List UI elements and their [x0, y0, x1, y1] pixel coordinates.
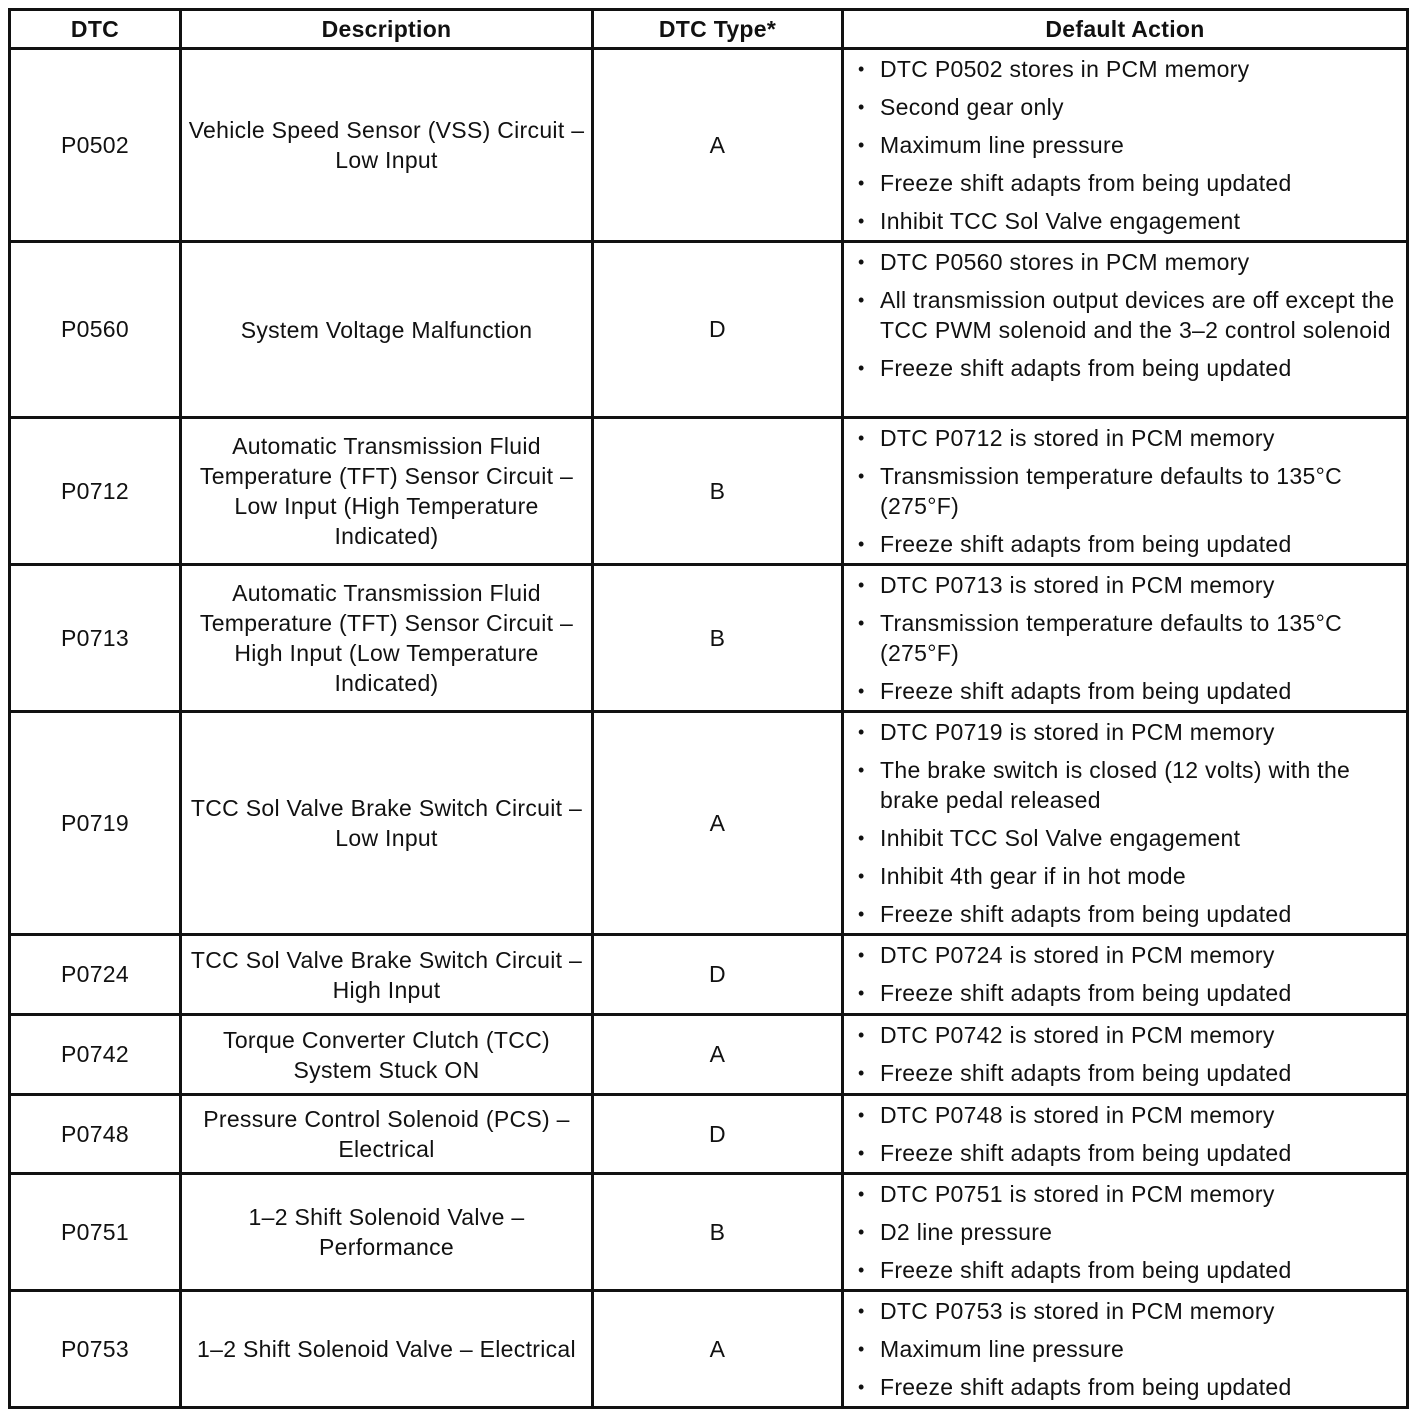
bullet-icon: •	[858, 358, 865, 378]
list-item	[858, 755, 1396, 815]
list-item	[858, 1296, 1396, 1326]
bullet-icon: •	[858, 173, 865, 193]
table-row	[10, 935, 1408, 1015]
action-text: Freeze shift adapts from being updated	[880, 531, 1292, 557]
bullet-icon: •	[858, 760, 865, 780]
dtc-type: D	[593, 242, 843, 418]
list-item	[858, 529, 1396, 559]
dtc-description: Automatic Transmission Fluid Temperature (TFT) Sensor Circuit – High Input (Low Temperature Indicated)	[181, 565, 593, 712]
dtc-description: 1–2 Shift Solenoid Valve – Electrical	[181, 1291, 593, 1408]
list-item	[858, 54, 1396, 84]
action-text: DTC P0712 is stored in PCM memory	[880, 425, 1275, 451]
dtc-type: A	[593, 49, 843, 242]
list-item	[858, 130, 1396, 160]
dtc-description: System Voltage Malfunction	[181, 242, 593, 418]
bullet-icon: •	[858, 1063, 865, 1083]
action-list	[858, 940, 1396, 1008]
action-text: Freeze shift adapts from being updated	[880, 355, 1292, 381]
list-item	[858, 285, 1396, 345]
dtc-type: B	[593, 1174, 843, 1291]
default-actions	[843, 935, 1408, 1015]
dtc-code: P0724	[10, 935, 181, 1015]
list-item	[858, 92, 1396, 122]
action-text: Freeze shift adapts from being updated	[880, 1060, 1292, 1086]
action-text: Freeze shift adapts from being updated	[880, 1140, 1292, 1166]
action-text: Freeze shift adapts from being updated	[880, 678, 1292, 704]
dtc-description: Automatic Transmission Fluid Temperature (TFT) Sensor Circuit – Low Input (High Temperature Indicated)	[181, 418, 593, 565]
header-dtc: DTC	[10, 10, 181, 49]
dtc-description: TCC Sol Valve Brake Switch Circuit – High Input	[181, 935, 593, 1015]
dtc-type: D	[593, 935, 843, 1015]
bullet-icon: •	[858, 1143, 865, 1163]
dtc-description: Vehicle Speed Sensor (VSS) Circuit – Low Input	[181, 49, 593, 242]
bullet-icon: •	[858, 211, 865, 231]
action-text: DTC P0719 is stored in PCM memory	[880, 719, 1275, 745]
bullet-icon: •	[858, 945, 865, 965]
action-text: All transmission output devices are off except the TCC PWM solenoid and the 3–2 control solenoid	[880, 287, 1395, 343]
default-actions	[843, 712, 1408, 935]
action-list	[858, 1296, 1396, 1402]
list-item	[858, 570, 1396, 600]
bullet-icon: •	[858, 1105, 865, 1125]
dtc-table-container	[8, 8, 1406, 1409]
dtc-code: P0502	[10, 49, 181, 242]
bullet-icon: •	[858, 828, 865, 848]
list-item	[858, 940, 1396, 970]
default-actions	[843, 1015, 1408, 1095]
action-text: Inhibit TCC Sol Valve engagement	[880, 208, 1241, 234]
list-item	[858, 1100, 1396, 1130]
list-item	[858, 608, 1396, 668]
action-text: Transmission temperature defaults to 135°C (275°F)	[880, 610, 1342, 666]
action-text: Freeze shift adapts from being updated	[880, 170, 1292, 196]
bullet-icon: •	[858, 59, 865, 79]
action-text: Freeze shift adapts from being updated	[880, 1374, 1292, 1400]
list-item	[858, 1020, 1396, 1050]
table-row	[10, 1015, 1408, 1095]
action-list	[858, 717, 1396, 929]
action-list	[858, 1020, 1396, 1088]
bullet-icon: •	[858, 1025, 865, 1045]
bullet-icon: •	[858, 1301, 865, 1321]
default-actions	[843, 49, 1408, 242]
list-item	[858, 206, 1396, 236]
action-text: DTC P0502 stores in PCM memory	[880, 56, 1250, 82]
dtc-description: 1–2 Shift Solenoid Valve – Performance	[181, 1174, 593, 1291]
table-row	[10, 418, 1408, 565]
action-text: DTC P0751 is stored in PCM memory	[880, 1181, 1275, 1207]
table-row	[10, 242, 1408, 418]
list-item	[858, 168, 1396, 198]
default-actions	[843, 565, 1408, 712]
dtc-code: P0751	[10, 1174, 181, 1291]
action-list	[858, 54, 1396, 236]
list-item	[858, 1217, 1396, 1247]
dtc-code: P0742	[10, 1015, 181, 1095]
list-item	[858, 1334, 1396, 1364]
bullet-icon: •	[858, 681, 865, 701]
list-item	[858, 717, 1396, 747]
list-item	[858, 899, 1396, 929]
action-text: Freeze shift adapts from being updated	[880, 980, 1292, 1006]
bullet-icon: •	[858, 613, 865, 633]
dtc-code: P0712	[10, 418, 181, 565]
list-item	[858, 676, 1396, 706]
action-text: DTC P0742 is stored in PCM memory	[880, 1022, 1275, 1048]
action-text: DTC P0748 is stored in PCM memory	[880, 1102, 1275, 1128]
dtc-code: P0719	[10, 712, 181, 935]
bullet-icon: •	[858, 1339, 865, 1359]
table-row	[10, 712, 1408, 935]
action-list	[858, 1179, 1396, 1285]
bullet-icon: •	[858, 1260, 865, 1280]
table-row	[10, 1174, 1408, 1291]
dtc-code: P0753	[10, 1291, 181, 1408]
dtc-type: D	[593, 1095, 843, 1174]
action-text: D2 line pressure	[880, 1219, 1053, 1245]
dtc-type: A	[593, 712, 843, 935]
bullet-icon: •	[858, 722, 865, 742]
bullet-icon: •	[858, 135, 865, 155]
action-text: Maximum line pressure	[880, 132, 1125, 158]
action-text: Maximum line pressure	[880, 1336, 1125, 1362]
list-item	[858, 461, 1396, 521]
action-text: Inhibit TCC Sol Valve engagement	[880, 825, 1241, 851]
bullet-icon: •	[858, 534, 865, 554]
header-type: DTC Type*	[593, 10, 843, 49]
dtc-description: TCC Sol Valve Brake Switch Circuit – Low Input	[181, 712, 593, 935]
list-item	[858, 353, 1396, 383]
dtc-description: Pressure Control Solenoid (PCS) – Electrical	[181, 1095, 593, 1174]
list-item	[858, 1255, 1396, 1285]
action-list	[858, 1100, 1396, 1168]
bullet-icon: •	[858, 290, 865, 310]
action-list	[858, 247, 1396, 383]
dtc-description: Torque Converter Clutch (TCC) System Stuck ON	[181, 1015, 593, 1095]
bullet-icon: •	[858, 97, 865, 117]
bullet-icon: •	[858, 575, 865, 595]
list-item	[858, 247, 1396, 277]
default-actions	[843, 1291, 1408, 1408]
default-actions	[843, 1095, 1408, 1174]
bullet-icon: •	[858, 1377, 865, 1397]
bullet-icon: •	[858, 904, 865, 924]
list-item	[858, 823, 1396, 853]
action-text: Freeze shift adapts from being updated	[880, 1257, 1292, 1283]
list-item	[858, 978, 1396, 1008]
bullet-icon: •	[858, 1222, 865, 1242]
header-description: Description	[181, 10, 593, 49]
bullet-icon: •	[858, 428, 865, 448]
action-text: Transmission temperature defaults to 135°C (275°F)	[880, 463, 1342, 519]
action-text: DTC P0713 is stored in PCM memory	[880, 572, 1275, 598]
action-text: DTC P0753 is stored in PCM memory	[880, 1298, 1275, 1324]
dtc-type: B	[593, 418, 843, 565]
bullet-icon: •	[858, 252, 865, 272]
action-list	[858, 570, 1396, 706]
list-item	[858, 1058, 1396, 1088]
dtc-code: P0713	[10, 565, 181, 712]
default-actions	[843, 418, 1408, 565]
action-list	[858, 423, 1396, 559]
bullet-icon: •	[858, 866, 865, 886]
table-row	[10, 49, 1408, 242]
dtc-type: B	[593, 565, 843, 712]
action-text: Inhibit 4th gear if in hot mode	[880, 863, 1186, 889]
action-text: DTC P0724 is stored in PCM memory	[880, 942, 1275, 968]
bullet-icon: •	[858, 466, 865, 486]
dtc-type: A	[593, 1015, 843, 1095]
default-actions	[843, 242, 1408, 418]
header-action: Default Action	[843, 10, 1408, 49]
header-row	[10, 10, 1408, 49]
action-text: DTC P0560 stores in PCM memory	[880, 249, 1250, 275]
list-item	[858, 1372, 1396, 1402]
list-item	[858, 861, 1396, 891]
list-item	[858, 1179, 1396, 1209]
dtc-code: P0560	[10, 242, 181, 418]
table-row	[10, 565, 1408, 712]
action-text: Second gear only	[880, 94, 1064, 120]
action-text: Freeze shift adapts from being updated	[880, 901, 1292, 927]
table-row	[10, 1291, 1408, 1408]
bullet-icon: •	[858, 1184, 865, 1204]
dtc-table	[8, 8, 1409, 1409]
list-item	[858, 1138, 1396, 1168]
default-actions	[843, 1174, 1408, 1291]
table-row	[10, 1095, 1408, 1174]
dtc-type: A	[593, 1291, 843, 1408]
bullet-icon: •	[858, 983, 865, 1003]
dtc-code: P0748	[10, 1095, 181, 1174]
list-item	[858, 423, 1396, 453]
action-text: The brake switch is closed (12 volts) with the brake pedal released	[880, 757, 1351, 813]
